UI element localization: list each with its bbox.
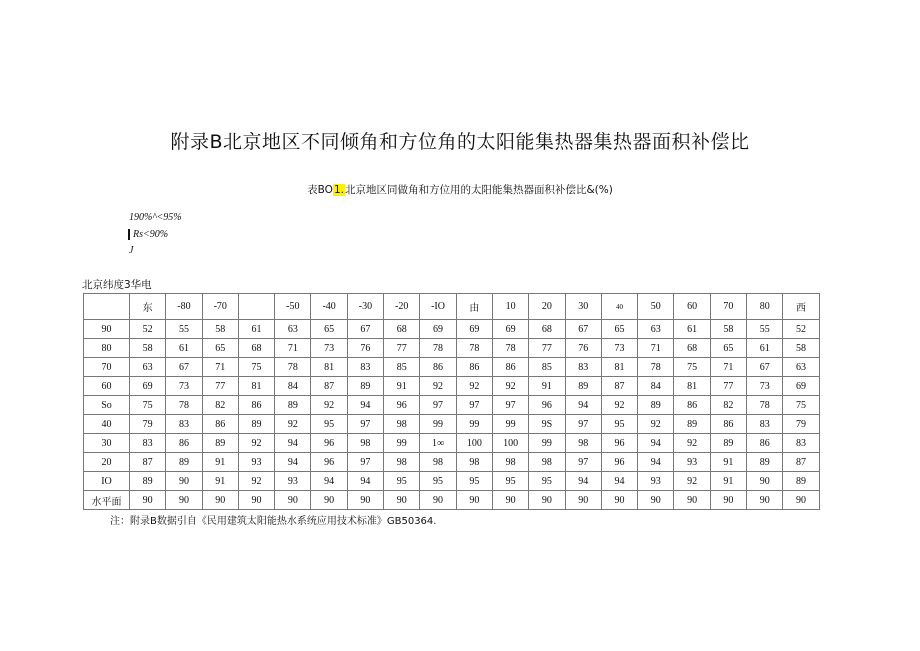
value-cell: 92	[456, 377, 492, 396]
header-cell	[84, 294, 130, 320]
value-cell: 96	[601, 434, 637, 453]
value-cell: 95	[492, 472, 528, 491]
table-row	[84, 434, 820, 453]
value-cell: 90	[710, 491, 746, 510]
value-cell: 87	[601, 377, 637, 396]
header-cell: 60	[674, 294, 710, 320]
value-cell: 90	[456, 491, 492, 510]
value-cell: 97	[456, 396, 492, 415]
value-cell: 94	[347, 396, 383, 415]
value-cell: 71	[275, 339, 311, 358]
value-cell: 78	[420, 339, 456, 358]
value-cell: 76	[347, 339, 383, 358]
value-cell: 90	[601, 491, 637, 510]
header-cell: -80	[166, 294, 202, 320]
value-cell: 68	[238, 339, 274, 358]
value-cell: 95	[456, 472, 492, 491]
value-cell: 90	[275, 491, 311, 510]
value-cell: 63	[275, 320, 311, 339]
value-cell: 91	[202, 453, 238, 472]
value-cell: 86	[492, 358, 528, 377]
row-label-cell: 30	[84, 434, 130, 453]
value-cell: 93	[638, 472, 674, 491]
legend-mark: J	[129, 245, 134, 256]
compensation-table	[83, 293, 820, 510]
value-cell: 99	[384, 434, 420, 453]
value-cell: 77	[202, 377, 238, 396]
value-cell: 87	[783, 453, 819, 472]
value-cell: 87	[130, 453, 166, 472]
value-cell: 75	[783, 396, 819, 415]
value-cell: 97	[565, 415, 601, 434]
value-cell: 98	[420, 453, 456, 472]
value-cell: 86	[747, 434, 783, 453]
value-cell: 69	[420, 320, 456, 339]
value-cell: 89	[238, 415, 274, 434]
value-cell: 92	[674, 434, 710, 453]
header-cell: -70	[202, 294, 238, 320]
value-cell: 89	[710, 434, 746, 453]
value-cell: 98	[529, 453, 565, 472]
value-cell: 90	[565, 491, 601, 510]
value-cell: 90	[529, 491, 565, 510]
value-cell: 82	[202, 396, 238, 415]
value-cell: 92	[238, 472, 274, 491]
value-cell: 73	[166, 377, 202, 396]
row-label-cell: 90	[84, 320, 130, 339]
caption-prefix: 表BO	[307, 184, 333, 196]
value-cell: 91	[710, 472, 746, 491]
value-cell: 83	[783, 434, 819, 453]
value-cell: 71	[202, 358, 238, 377]
header-cell: 30	[565, 294, 601, 320]
value-cell: 90	[747, 491, 783, 510]
value-cell: 89	[130, 472, 166, 491]
value-cell: 65	[710, 339, 746, 358]
value-cell: 99	[529, 434, 565, 453]
value-cell: 90	[166, 491, 202, 510]
header-cell: -40	[311, 294, 347, 320]
value-cell: 97	[565, 453, 601, 472]
value-cell: 84	[638, 377, 674, 396]
table-row	[84, 339, 820, 358]
value-cell: 58	[783, 339, 819, 358]
value-cell: 73	[311, 339, 347, 358]
value-cell: 78	[275, 358, 311, 377]
value-cell: 85	[384, 358, 420, 377]
value-cell: 93	[238, 453, 274, 472]
caption-highlight: 1.	[333, 184, 344, 196]
value-cell: 69	[783, 377, 819, 396]
value-cell: 92	[311, 396, 347, 415]
value-cell: 90	[674, 491, 710, 510]
value-cell: 67	[747, 358, 783, 377]
legend-range-high: 190%^<95%	[129, 212, 182, 223]
value-cell: 86	[674, 396, 710, 415]
value-cell: 9S	[529, 415, 565, 434]
value-cell: 68	[529, 320, 565, 339]
value-cell: 77	[710, 377, 746, 396]
value-cell: 94	[638, 453, 674, 472]
header-cell: 50	[638, 294, 674, 320]
value-cell: 86	[420, 358, 456, 377]
value-cell: 89	[275, 396, 311, 415]
value-cell: 55	[166, 320, 202, 339]
value-cell: 86	[456, 358, 492, 377]
value-cell: 91	[710, 453, 746, 472]
legend-range-low: Rs<90%	[128, 229, 168, 240]
row-label-cell: So	[84, 396, 130, 415]
value-cell: 76	[565, 339, 601, 358]
value-cell: 85	[529, 358, 565, 377]
value-cell: 94	[311, 472, 347, 491]
value-cell: 75	[130, 396, 166, 415]
caption-text: 北京地区同做角和方位用的太阳能集热器面积补偿比&(%)	[344, 184, 613, 196]
value-cell: 83	[130, 434, 166, 453]
value-cell: 73	[747, 377, 783, 396]
value-cell: 90	[783, 491, 819, 510]
value-cell: 67	[565, 320, 601, 339]
value-cell: 69	[492, 320, 528, 339]
value-cell: 94	[565, 396, 601, 415]
value-cell: 86	[710, 415, 746, 434]
header-cell: 80	[747, 294, 783, 320]
row-label-cell: 水平面	[84, 491, 130, 510]
row-label-cell: IO	[84, 472, 130, 491]
value-cell: 63	[783, 358, 819, 377]
value-cell: 90	[638, 491, 674, 510]
value-cell: 65	[601, 320, 637, 339]
value-cell: 89	[565, 377, 601, 396]
value-cell: 98	[565, 434, 601, 453]
value-cell: 97	[347, 453, 383, 472]
table-row	[84, 358, 820, 377]
value-cell: 90	[384, 491, 420, 510]
value-cell: 93	[674, 453, 710, 472]
row-label-cell: 40	[84, 415, 130, 434]
header-cell: 20	[529, 294, 565, 320]
footnote: 注：附录B数据引自《民用建筑太阳能热水系统应用技术标准》GB50364.	[110, 516, 437, 527]
value-cell: 69	[456, 320, 492, 339]
value-cell: 94	[275, 453, 311, 472]
value-cell: 67	[166, 358, 202, 377]
row-label-cell: 70	[84, 358, 130, 377]
value-cell: 97	[347, 415, 383, 434]
value-cell: 90	[747, 472, 783, 491]
value-cell: 98	[384, 453, 420, 472]
value-cell: 89	[347, 377, 383, 396]
value-cell: 90	[492, 491, 528, 510]
value-cell: 73	[601, 339, 637, 358]
value-cell: 63	[638, 320, 674, 339]
value-cell: 89	[674, 415, 710, 434]
value-cell: 77	[529, 339, 565, 358]
value-cell: 100	[456, 434, 492, 453]
value-cell: 98	[347, 434, 383, 453]
value-cell: 81	[601, 358, 637, 377]
header-cell: 东	[130, 294, 166, 320]
value-cell: 94	[275, 434, 311, 453]
value-cell: 90	[311, 491, 347, 510]
row-label-cell: 20	[84, 453, 130, 472]
value-cell: 95	[311, 415, 347, 434]
value-cell: 90	[130, 491, 166, 510]
header-cell: -30	[347, 294, 383, 320]
value-cell: 86	[238, 396, 274, 415]
value-cell: 99	[420, 415, 456, 434]
value-cell: 91	[529, 377, 565, 396]
value-cell: 92	[674, 472, 710, 491]
row-label-cell: 60	[84, 377, 130, 396]
value-cell: 96	[311, 434, 347, 453]
value-cell: 75	[238, 358, 274, 377]
value-cell: 71	[638, 339, 674, 358]
value-cell: 79	[130, 415, 166, 434]
value-cell: 92	[275, 415, 311, 434]
header-cell: 西	[783, 294, 819, 320]
value-cell: 86	[202, 415, 238, 434]
value-cell: 81	[674, 377, 710, 396]
value-cell: 90	[166, 472, 202, 491]
value-cell: 94	[601, 472, 637, 491]
header-cell: 70	[710, 294, 746, 320]
value-cell: 90	[202, 491, 238, 510]
value-cell: 78	[747, 396, 783, 415]
value-cell: 87	[311, 377, 347, 396]
value-cell: 90	[238, 491, 274, 510]
value-cell: 95	[420, 472, 456, 491]
value-cell: 77	[384, 339, 420, 358]
value-cell: 99	[456, 415, 492, 434]
value-cell: 89	[783, 472, 819, 491]
table-row	[84, 377, 820, 396]
table-row	[84, 453, 820, 472]
value-cell: 94	[347, 472, 383, 491]
value-cell: 58	[202, 320, 238, 339]
value-cell: 69	[130, 377, 166, 396]
value-cell: 86	[166, 434, 202, 453]
value-cell: 81	[311, 358, 347, 377]
value-cell: 61	[238, 320, 274, 339]
value-cell: 58	[710, 320, 746, 339]
value-cell: 94	[565, 472, 601, 491]
header-cell: -IO	[420, 294, 456, 320]
value-cell: 98	[384, 415, 420, 434]
value-cell: 84	[275, 377, 311, 396]
value-cell: 89	[638, 396, 674, 415]
value-cell: 82	[710, 396, 746, 415]
value-cell: 83	[565, 358, 601, 377]
value-cell: 95	[529, 472, 565, 491]
value-cell: 1∞	[420, 434, 456, 453]
value-cell: 92	[420, 377, 456, 396]
value-cell: 52	[130, 320, 166, 339]
value-cell: 97	[420, 396, 456, 415]
value-cell: 90	[420, 491, 456, 510]
value-cell: 83	[747, 415, 783, 434]
value-cell: 91	[384, 377, 420, 396]
value-cell: 65	[311, 320, 347, 339]
value-cell: 78	[166, 396, 202, 415]
table-caption	[0, 182, 920, 197]
value-cell: 98	[492, 453, 528, 472]
value-cell: 78	[638, 358, 674, 377]
value-cell: 81	[238, 377, 274, 396]
table-row	[84, 320, 820, 339]
value-cell: 52	[783, 320, 819, 339]
header-cell: -50	[275, 294, 311, 320]
value-cell: 92	[238, 434, 274, 453]
value-cell: 95	[384, 472, 420, 491]
header-row	[84, 294, 820, 320]
value-cell: 61	[674, 320, 710, 339]
value-cell: 78	[492, 339, 528, 358]
table-row	[84, 415, 820, 434]
value-cell: 79	[783, 415, 819, 434]
table-row	[84, 396, 820, 415]
value-cell: 58	[130, 339, 166, 358]
value-cell: 71	[710, 358, 746, 377]
value-cell: 61	[166, 339, 202, 358]
value-cell: 65	[202, 339, 238, 358]
value-cell: 92	[492, 377, 528, 396]
value-cell: 90	[347, 491, 383, 510]
header-cell: 40	[601, 294, 637, 320]
header-cell: 由	[456, 294, 492, 320]
value-cell: 68	[674, 339, 710, 358]
value-cell: 78	[456, 339, 492, 358]
value-cell: 92	[638, 415, 674, 434]
table-row	[84, 472, 820, 491]
value-cell: 68	[384, 320, 420, 339]
value-cell: 95	[601, 415, 637, 434]
value-cell: 96	[384, 396, 420, 415]
value-cell: 96	[529, 396, 565, 415]
value-cell: 98	[456, 453, 492, 472]
value-cell: 75	[674, 358, 710, 377]
row-label-cell: 80	[84, 339, 130, 358]
value-cell: 89	[747, 453, 783, 472]
value-cell: 96	[601, 453, 637, 472]
location-label: 北京纬度3华电	[82, 279, 152, 291]
value-cell: 91	[202, 472, 238, 491]
header-cell: -20	[384, 294, 420, 320]
value-cell: 83	[166, 415, 202, 434]
value-cell: 61	[747, 339, 783, 358]
header-cell	[238, 294, 274, 320]
value-cell: 97	[492, 396, 528, 415]
value-cell: 89	[166, 453, 202, 472]
value-cell: 55	[747, 320, 783, 339]
value-cell: 67	[347, 320, 383, 339]
table-row	[84, 491, 820, 510]
value-cell: 92	[601, 396, 637, 415]
page-title: 附录B北京地区不同倾角和方位角的太阳能集热器集热器面积补偿比	[170, 131, 750, 153]
value-cell: 96	[311, 453, 347, 472]
header-cell: 10	[492, 294, 528, 320]
value-cell: 94	[638, 434, 674, 453]
value-cell: 83	[347, 358, 383, 377]
value-cell: 100	[492, 434, 528, 453]
value-cell: 89	[202, 434, 238, 453]
value-cell: 93	[275, 472, 311, 491]
value-cell: 99	[492, 415, 528, 434]
value-cell: 63	[130, 358, 166, 377]
